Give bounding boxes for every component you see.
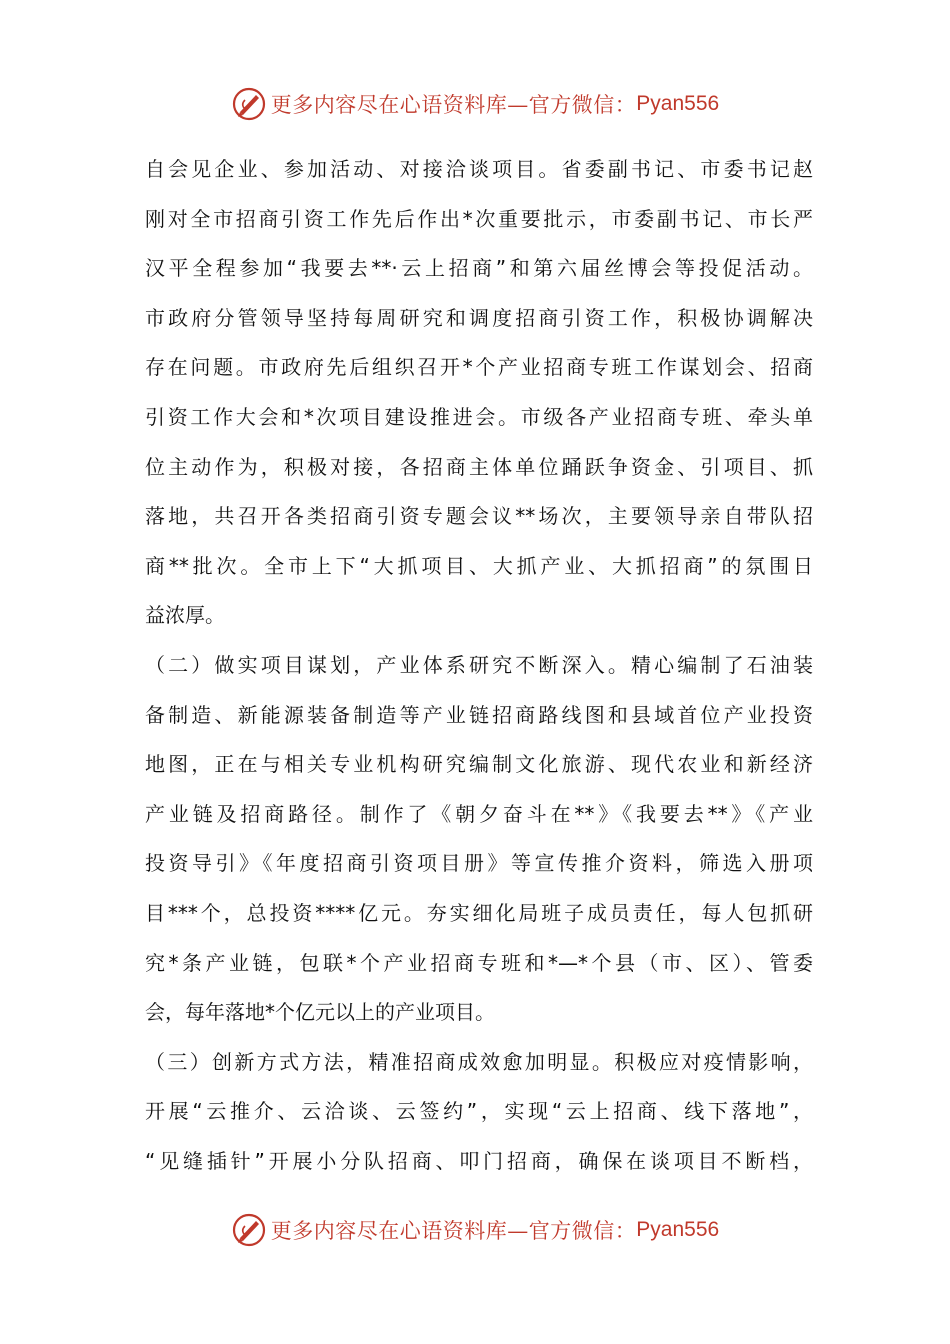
text-line: 商**批次。全市上下“大抓项目、大抓产业、大抓招商”的氛围日	[145, 553, 813, 578]
header-wechat-id: Pyan556	[636, 92, 720, 115]
text-line: 汉平全程参加“我要去**·云上招商”和第六届丝博会等投促活动。	[145, 256, 813, 281]
text-line: 存在问题。市政府先后组织召开*个产业招商专班工作谋划会、招商	[145, 355, 813, 380]
text-line: （二）做实项目谋划，产业体系研究不断深入。精心编制了石油装	[145, 652, 813, 677]
text-line: 究*条产业链，包联*个产业招商专班和*—*个县（市、区）、管委	[145, 950, 813, 975]
pen-logo-icon	[231, 1212, 267, 1248]
text-line: 会，每年落地*个亿元以上的产业项目。	[145, 1000, 495, 1025]
text-line: 位主动作为，积极对接，各招商主体单位踊跃争资金、引项目、抓	[145, 454, 813, 479]
text-line: 目***个，总投资****亿元。夯实细化局班子成员责任，每人包抓研	[145, 900, 813, 925]
text-line: 开展“云推介、云洽谈、云签约”，实现“云上招商、线下落地”，	[145, 1099, 813, 1124]
text-line: 益浓厚。	[145, 603, 225, 628]
text-line: 引资工作大会和*次项目建设推进会。市级各产业招商专班、牵头单	[145, 404, 813, 429]
footer-watermark-text: 更多内容尽在心语资料库—官方微信：	[270, 1219, 637, 1243]
text-line: 备制造、新能源装备制造等产业链招商路线图和县域首位产业投资	[145, 702, 813, 727]
pen-logo-icon	[231, 86, 267, 122]
text-line: “见缝插针”开展小分队招商、叩门招商，确保在谈项目不断档，	[145, 1148, 813, 1173]
text-line: 落地，共召开各类招商引资专题会议**场次，主要领导亲自带队招	[145, 504, 813, 529]
text-line: 产业链及招商路径。制作了《朝夕奋斗在**》《我要去**》《产业	[145, 801, 813, 826]
text-line: 投资导引》《年度招商引资项目册》等宣传推介资料，筛选入册项	[145, 851, 813, 876]
header-watermark-text: 更多内容尽在心语资料库—官方微信：	[270, 93, 637, 117]
text-line: （三）创新方式方法，精准招商成效愈加明显。积极应对疫情影响，	[145, 1049, 813, 1074]
text-line: 自会见企业、参加活动、对接洽谈项目。省委副书记、市委书记赵	[145, 157, 813, 181]
footer-watermark	[0, 1210, 950, 1250]
document-body	[145, 145, 813, 1186]
footer-wechat-id: Pyan556	[636, 1218, 720, 1241]
text-line: 市政府分管领导坚持每周研究和调度招商引资工作，积极协调解决	[145, 305, 813, 330]
text-line: 地图，正在与相关专业机构研究编制文化旅游、现代农业和新经济	[145, 752, 813, 777]
text-line: 刚对全市招商引资工作先后作出*次重要批示，市委副书记、市长严	[145, 206, 813, 231]
header-watermark	[0, 84, 950, 124]
